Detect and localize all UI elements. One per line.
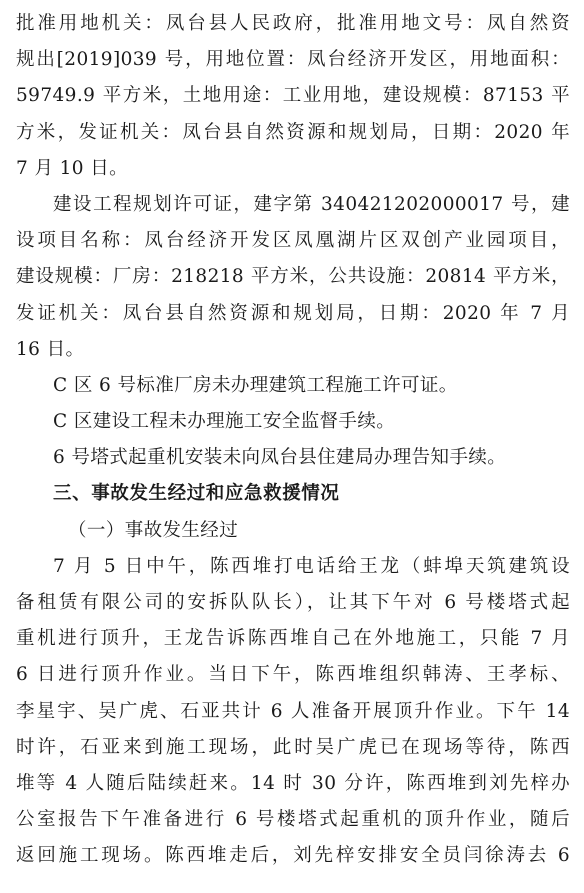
text-line: 7 月 5 日中午，陈西堆打电话给王龙（蚌埠天筑建筑设 xyxy=(53,555,570,577)
text-line: 李星宇、吴广虎、石亚共计 6 人准备开展顶升作业。下午 14 xyxy=(16,700,570,722)
text-line: 返回施工现场。陈西堆走后，刘先梓安排安全员闫徐涛去 6 xyxy=(16,845,570,867)
text-line: 建设工程规划许可证，建字第 340421202000017 号，建 xyxy=(53,193,570,215)
text-line: 规出[2019]039 号，用地位置：凤台经济开发区，用地面积： xyxy=(16,49,570,71)
paragraph-land-approval xyxy=(16,6,570,187)
text-line: 批准用地机关：凤台县人民政府，批准用地文号：凤自然资 xyxy=(16,13,570,34)
text-line: 设项目名称：凤台经济开发区凤凰湖片区双创产业园项目， xyxy=(16,230,570,252)
text-line: 时许，石亚来到施工现场，此时吴广虎已在现场等待，陈西 xyxy=(16,736,570,758)
text-line: 重机进行顶升，王龙告诉陈西堆自己在外地施工，只能 7 月 xyxy=(16,628,570,650)
text-line: 建设规模：厂房：218218 平方米，公共设施：20814 平方米， xyxy=(16,266,570,288)
text-line: 59749.9 平方米，土地用途：工业用地，建设规模：87153 平 xyxy=(16,85,570,107)
text-line: 备租赁有限公司的安拆队队长），让其下午对 6 号楼塔式起 xyxy=(16,592,570,613)
paragraph-no-crane-notification: 6 号塔式起重机安装未向凤台县住建局办理告知手续。 xyxy=(53,447,507,469)
paragraph-planning-permit xyxy=(16,187,570,368)
text-line: 堆等 4 人随后陆续赶来。14 时 30 分许，陈西堆到刘先梓办 xyxy=(16,772,570,794)
paragraph-accident-process xyxy=(16,549,570,875)
text-line: 发证机关：凤台县自然资源和规划局，日期：2020 年 7 月 xyxy=(16,302,570,324)
text-line: 6 日进行顶升作业。当日下午，陈西堆组织韩涛、王孝标、 xyxy=(16,664,570,686)
text-line: 7 月 10 日。 xyxy=(16,157,129,179)
section-heading: 三、事故发生经过和应急救援情况 xyxy=(53,483,340,505)
paragraph-no-safety-supervision: C 区建设工程未办理施工安全监督手续。 xyxy=(53,411,396,433)
text-line: 16 日。 xyxy=(16,338,85,360)
subsection-heading: （一）事故发生经过 xyxy=(68,519,239,541)
text-line: 公室报告下午准备进行 6 号楼塔式起重机的顶升作业，随后 xyxy=(16,809,570,831)
paragraph-no-construction-permit: C 区 6 号标准厂房未办理建筑工程施工许可证。 xyxy=(53,374,458,396)
text-line: 方米，发证机关：凤台县自然资源和规划局，日期：2020 年 xyxy=(16,121,570,143)
